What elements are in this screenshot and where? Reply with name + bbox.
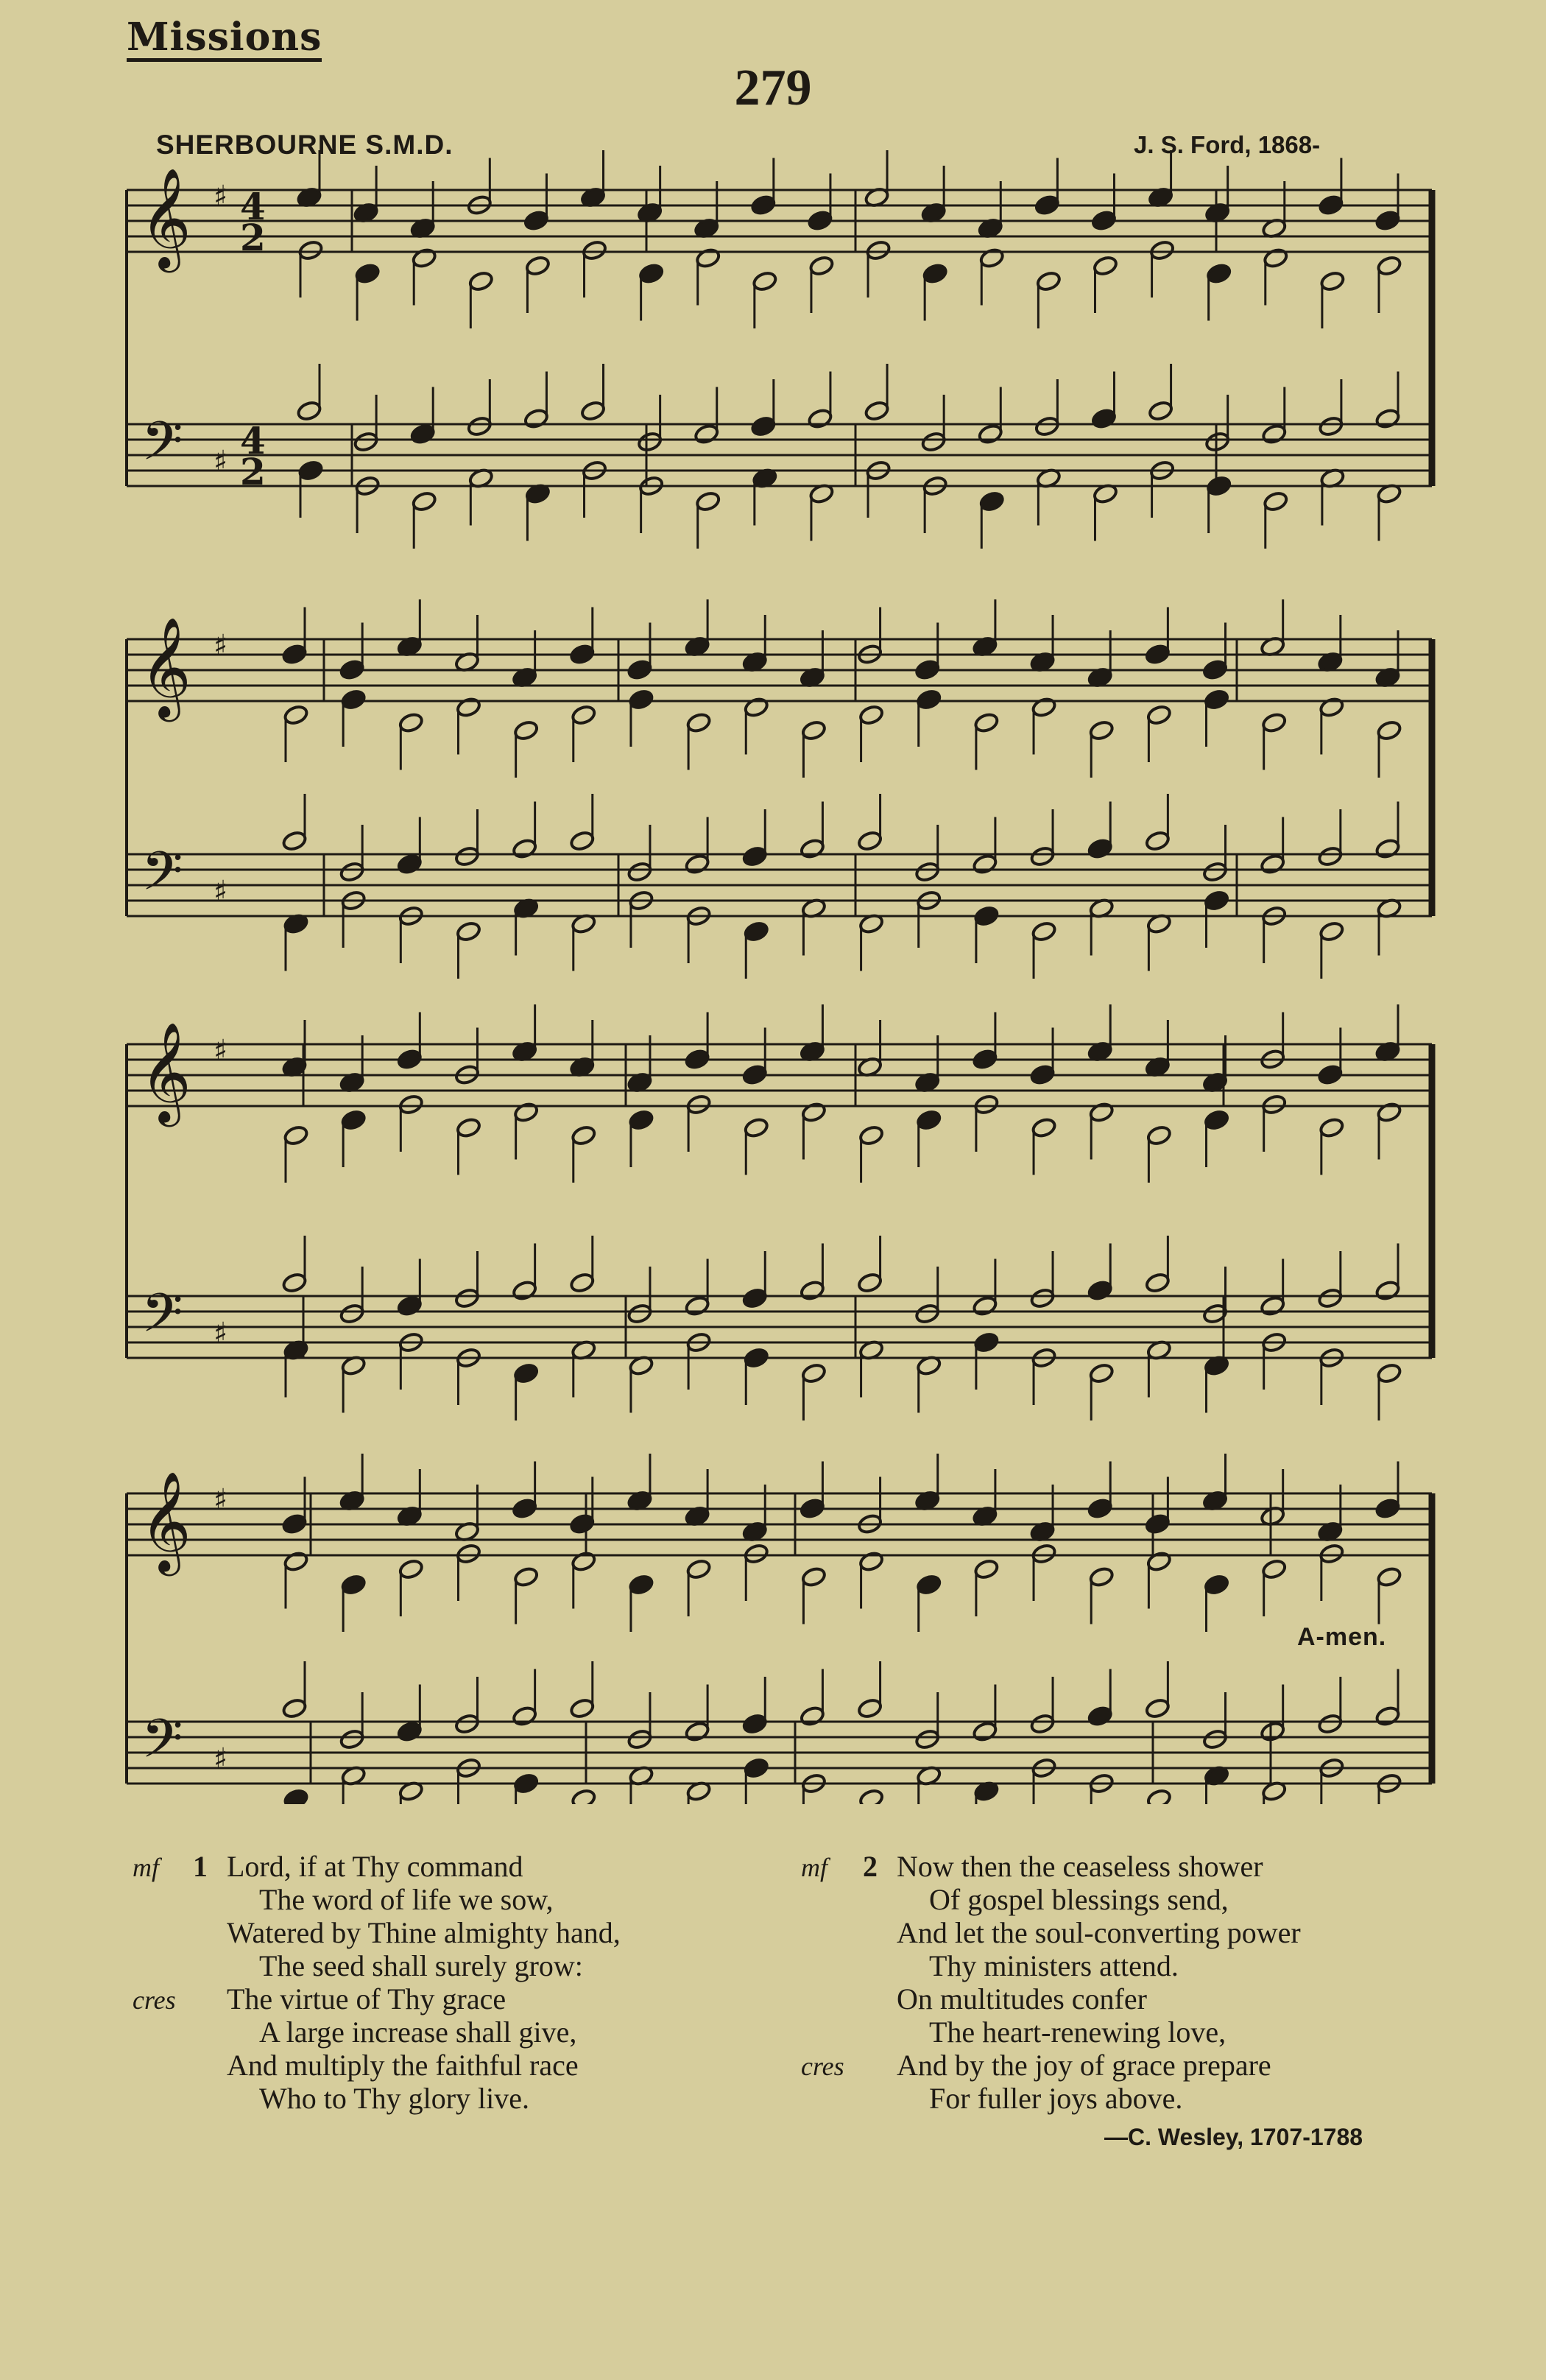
note-head <box>1204 890 1229 912</box>
note-head <box>1145 1513 1171 1535</box>
note-head <box>1149 239 1175 261</box>
note-head <box>571 1551 596 1573</box>
note-head <box>1036 270 1062 292</box>
note-head <box>684 1721 710 1743</box>
note-head <box>281 1272 307 1294</box>
verse-1-line-1: Lord, if at Thy command <box>227 1850 523 1883</box>
note-head <box>1031 1117 1056 1139</box>
bass-clef: 𝄢 <box>141 839 183 915</box>
note-head <box>857 1697 883 1719</box>
verse-2-line-8: For fuller joys above. <box>929 2082 1183 2115</box>
verse-2-cres: cres <box>801 2052 844 2081</box>
note-head <box>1145 644 1171 666</box>
note-head <box>1029 845 1055 867</box>
note-head <box>1376 719 1402 742</box>
note-head <box>1204 689 1229 711</box>
note-head <box>1319 270 1345 292</box>
section-title: Missions <box>127 16 322 62</box>
note-head <box>978 423 1003 446</box>
note-head <box>979 247 1005 270</box>
note-head <box>1089 1362 1115 1384</box>
note-head <box>1034 194 1060 216</box>
note-head <box>1204 431 1230 453</box>
note-head <box>571 1124 596 1147</box>
note-head <box>914 659 940 681</box>
note-head <box>914 1728 940 1750</box>
note-head <box>398 712 424 734</box>
note-head <box>638 263 664 285</box>
bass-clef: 𝄢 <box>141 409 183 485</box>
note-head <box>1202 861 1228 883</box>
sharp-sign: ♯ <box>213 1317 228 1351</box>
note-head <box>513 1772 539 1795</box>
time-signature: 4 <box>240 419 266 462</box>
composer: J. S. Ford, 1868- <box>1134 131 1321 158</box>
note-head <box>467 415 493 437</box>
note-head <box>1204 1574 1229 1596</box>
note-head <box>569 644 595 666</box>
note-head <box>1261 712 1287 734</box>
note-head <box>801 1362 827 1384</box>
note-head <box>281 644 307 666</box>
note-head <box>972 853 998 876</box>
system-4 <box>127 1454 1432 1804</box>
verse-2-line-6: The heart-renewing love, <box>929 2015 1226 2049</box>
note-head <box>456 1117 481 1139</box>
note-head <box>513 719 539 742</box>
verse-2-line-2: Of gospel blessings send, <box>929 1883 1229 1916</box>
note-head <box>742 845 768 867</box>
note-head <box>1031 1543 1056 1565</box>
note-head <box>916 1109 942 1131</box>
note-head <box>807 210 833 232</box>
note-head <box>742 1287 768 1309</box>
note-head <box>742 1064 768 1086</box>
note-head <box>513 1566 539 1588</box>
note-head <box>800 1280 825 1302</box>
note-head <box>1146 1124 1172 1147</box>
note-head <box>972 1721 998 1743</box>
note-head <box>1145 1697 1171 1719</box>
amen-label: A-men. <box>1297 1623 1387 1651</box>
note-head <box>857 830 883 852</box>
verse-1-line-5: The virtue of Thy grace <box>227 1982 506 2015</box>
note-head <box>744 1543 769 1565</box>
note-head <box>1087 838 1113 860</box>
note-head <box>456 1543 481 1565</box>
note-head <box>685 712 711 734</box>
note-head <box>468 270 494 292</box>
note-head <box>454 1287 480 1309</box>
note-head <box>808 255 834 277</box>
note-head <box>752 270 777 292</box>
treble-clef: 𝄞 <box>140 166 191 268</box>
note-head <box>973 1331 999 1353</box>
note-head <box>1089 1566 1115 1588</box>
treble-clef: 𝄞 <box>140 1021 191 1122</box>
author-attribution: —C. Wesley, 1707-1788 <box>1104 2124 1363 2150</box>
note-head <box>283 1124 308 1147</box>
note-head <box>339 1728 365 1750</box>
note-head <box>410 423 436 446</box>
note-head <box>1148 400 1173 422</box>
note-head <box>800 838 825 860</box>
note-head <box>1318 415 1344 437</box>
note-head <box>685 1094 711 1116</box>
note-head <box>801 719 827 742</box>
note-head <box>523 210 549 232</box>
note-head <box>571 1788 596 1804</box>
verse-1-line-3: Watered by Thine almighty hand, <box>227 1916 621 1949</box>
note-head <box>1206 263 1232 285</box>
verse-1-line-6: A large increase shall give, <box>259 2015 577 2049</box>
time-signature: 2 <box>240 450 266 493</box>
note-head <box>858 1551 884 1573</box>
note-head <box>1376 1566 1402 1588</box>
note-head <box>744 920 769 943</box>
note-head <box>916 1574 942 1596</box>
note-head <box>1145 1272 1171 1294</box>
verse-1-number: 1 <box>193 1850 208 1883</box>
time-signature: 2 <box>240 216 266 259</box>
note-head <box>1204 1109 1229 1131</box>
note-head <box>695 490 721 513</box>
note-head <box>626 1303 652 1325</box>
note-head <box>1146 704 1172 726</box>
verse-2-dynamic: mf <box>801 1853 827 1882</box>
note-head <box>626 861 652 883</box>
verse-2-line-4: Thy ministers attend. <box>929 1949 1179 1982</box>
note-head <box>454 1713 480 1735</box>
note-head <box>973 1558 999 1580</box>
treble-clef: 𝄞 <box>140 616 191 717</box>
note-head <box>397 1049 423 1071</box>
verse-2-line-5: On multitudes confer <box>897 1982 1147 2015</box>
verse-1-dynamic: mf <box>133 1853 159 1882</box>
note-head <box>454 845 480 867</box>
note-head <box>865 239 891 261</box>
note-head <box>412 490 437 513</box>
note-head <box>916 689 942 711</box>
note-head <box>1374 1705 1400 1728</box>
note-head <box>1376 1102 1402 1124</box>
system-3 <box>127 1004 1432 1420</box>
tune-name: SHERBOURNE S.M.D. <box>156 130 453 160</box>
note-head <box>1261 1558 1287 1580</box>
verse-2-line-7: And by the joy of grace prepare <box>897 2049 1271 2082</box>
bass-clef: 𝄢 <box>141 1707 183 1783</box>
note-head <box>972 1049 998 1071</box>
note-head <box>695 247 721 270</box>
note-head <box>626 1728 652 1750</box>
note-head <box>456 697 481 719</box>
note-head <box>1089 719 1115 742</box>
note-head <box>684 1295 710 1317</box>
note-head <box>512 1280 537 1302</box>
note-head <box>1093 255 1118 277</box>
note-head <box>569 1697 595 1719</box>
note-head <box>914 861 940 883</box>
note-head <box>744 1117 769 1139</box>
note-head <box>1319 1543 1344 1565</box>
note-head <box>800 1498 825 1520</box>
system-2 <box>127 599 1432 979</box>
note-head <box>341 1574 367 1596</box>
note-head <box>744 1757 769 1779</box>
verse-2-line-1: Now then the ceaseless shower <box>897 1850 1263 1883</box>
note-head <box>339 659 365 681</box>
bass-clef: 𝄢 <box>141 1281 183 1357</box>
note-head <box>973 712 999 734</box>
note-head <box>1376 255 1402 277</box>
note-head <box>513 1362 539 1384</box>
note-head <box>1091 408 1117 430</box>
sharp-sign: ♯ <box>213 180 228 214</box>
note-head <box>1087 1705 1113 1728</box>
note-head <box>973 905 999 927</box>
staff-systems <box>127 150 1432 1804</box>
note-head <box>628 689 654 711</box>
verse-2-line-3: And let the soul-converting power <box>897 1916 1301 1949</box>
verse-1-line-8: Who to Thy glory live. <box>259 2082 529 2115</box>
note-head <box>858 1788 884 1804</box>
verse-1-line-7: And multiply the faithful race <box>227 2049 579 2082</box>
note-head <box>283 704 308 726</box>
note-head <box>628 1109 654 1131</box>
note-head <box>801 1566 827 1588</box>
note-head <box>864 400 889 422</box>
note-head <box>513 1102 539 1124</box>
note-head <box>398 1094 424 1116</box>
note-head <box>281 1513 307 1535</box>
sharp-sign: ♯ <box>213 445 228 479</box>
time-signature: 4 <box>240 185 266 228</box>
note-head <box>1031 920 1056 943</box>
note-head <box>800 1705 825 1728</box>
note-head <box>801 1102 827 1124</box>
note-head <box>512 1705 537 1728</box>
note-head <box>637 431 663 453</box>
note-head <box>397 1721 423 1743</box>
note-head <box>1029 1064 1055 1086</box>
note-head <box>341 689 367 711</box>
note-head <box>353 431 378 453</box>
note-head <box>1202 1728 1228 1750</box>
note-head <box>857 1272 883 1294</box>
note-head <box>398 1558 424 1580</box>
note-head <box>1031 697 1056 719</box>
note-head <box>1374 408 1400 430</box>
note-head <box>750 194 776 216</box>
sharp-sign: ♯ <box>213 875 228 909</box>
note-head <box>807 408 833 430</box>
note-head <box>339 861 365 883</box>
note-head <box>1091 210 1117 232</box>
note-head <box>1319 920 1344 943</box>
note-head <box>1374 1498 1400 1520</box>
note-head <box>1319 697 1344 719</box>
note-head <box>281 1697 307 1719</box>
note-head <box>512 838 537 860</box>
note-head <box>281 830 307 852</box>
note-head <box>412 247 437 270</box>
note-head <box>1374 1280 1400 1302</box>
note-head <box>1260 1721 1285 1743</box>
note-head <box>1029 1713 1055 1735</box>
note-head <box>569 1272 595 1294</box>
note-head <box>582 239 607 261</box>
verse-1-line-2: The word of life we sow, <box>259 1883 554 1916</box>
note-head <box>283 1788 308 1804</box>
sharp-sign: ♯ <box>213 629 228 663</box>
note-head <box>283 1551 308 1573</box>
note-head <box>297 460 323 482</box>
note-head <box>858 704 884 726</box>
note-head <box>684 1049 710 1071</box>
note-head <box>1260 1295 1285 1317</box>
system-1 <box>127 150 1432 549</box>
note-head <box>523 408 549 430</box>
note-head <box>571 704 596 726</box>
note-head <box>1089 1102 1115 1124</box>
verse-2-number: 2 <box>863 1850 878 1883</box>
note-head <box>397 853 423 876</box>
sharp-sign: ♯ <box>213 1034 228 1068</box>
sharp-sign: ♯ <box>213 1742 228 1776</box>
note-head <box>1263 247 1288 270</box>
hymn-number: 279 <box>734 60 812 116</box>
note-head <box>1146 1788 1172 1804</box>
note-head <box>1261 1094 1287 1116</box>
note-head <box>1261 423 1287 446</box>
note-head <box>684 853 710 876</box>
note-head <box>858 1124 884 1147</box>
note-head <box>1374 210 1400 232</box>
note-head <box>580 400 606 422</box>
note-head <box>297 239 323 261</box>
note-head <box>525 255 551 277</box>
note-head <box>744 697 769 719</box>
note-head <box>1317 1287 1343 1309</box>
note-head <box>1319 1117 1344 1139</box>
note-head <box>1318 194 1344 216</box>
sharp-sign: ♯ <box>213 1483 228 1517</box>
note-head <box>628 1574 654 1596</box>
note-head <box>569 1513 595 1535</box>
note-head <box>914 1303 940 1325</box>
note-head <box>1317 1064 1343 1086</box>
note-head <box>1145 830 1171 852</box>
note-head <box>750 415 776 437</box>
verse-1-cres: cres <box>133 1985 176 2015</box>
note-head <box>1202 659 1228 681</box>
note-head <box>1029 1287 1055 1309</box>
note-head <box>1146 1551 1172 1573</box>
note-head <box>569 830 595 852</box>
note-head <box>693 423 719 446</box>
note-head <box>1376 1362 1402 1384</box>
note-head <box>296 400 322 422</box>
note-head <box>397 1295 423 1317</box>
note-head <box>972 1295 998 1317</box>
note-head <box>979 490 1005 513</box>
note-head <box>1034 415 1060 437</box>
note-head <box>341 1109 367 1131</box>
note-head <box>1260 853 1285 876</box>
note-head <box>744 1347 769 1369</box>
note-head <box>922 263 948 285</box>
note-head <box>1087 1280 1113 1302</box>
note-head <box>512 1498 537 1520</box>
note-head <box>456 920 481 943</box>
note-head <box>973 1094 999 1116</box>
note-head <box>685 1558 711 1580</box>
note-head <box>742 1713 768 1735</box>
note-head <box>1374 838 1400 860</box>
note-head <box>1317 845 1343 867</box>
note-head <box>1317 1713 1343 1735</box>
note-head <box>354 263 380 285</box>
verse-1-line-4: The seed shall surely grow: <box>259 1949 583 1982</box>
note-head <box>1263 490 1288 513</box>
note-head <box>1206 475 1232 497</box>
note-head <box>339 1303 365 1325</box>
note-head <box>921 431 947 453</box>
treble-clef: 𝄞 <box>140 1470 191 1571</box>
note-head <box>1087 1498 1113 1520</box>
note-head <box>626 659 652 681</box>
